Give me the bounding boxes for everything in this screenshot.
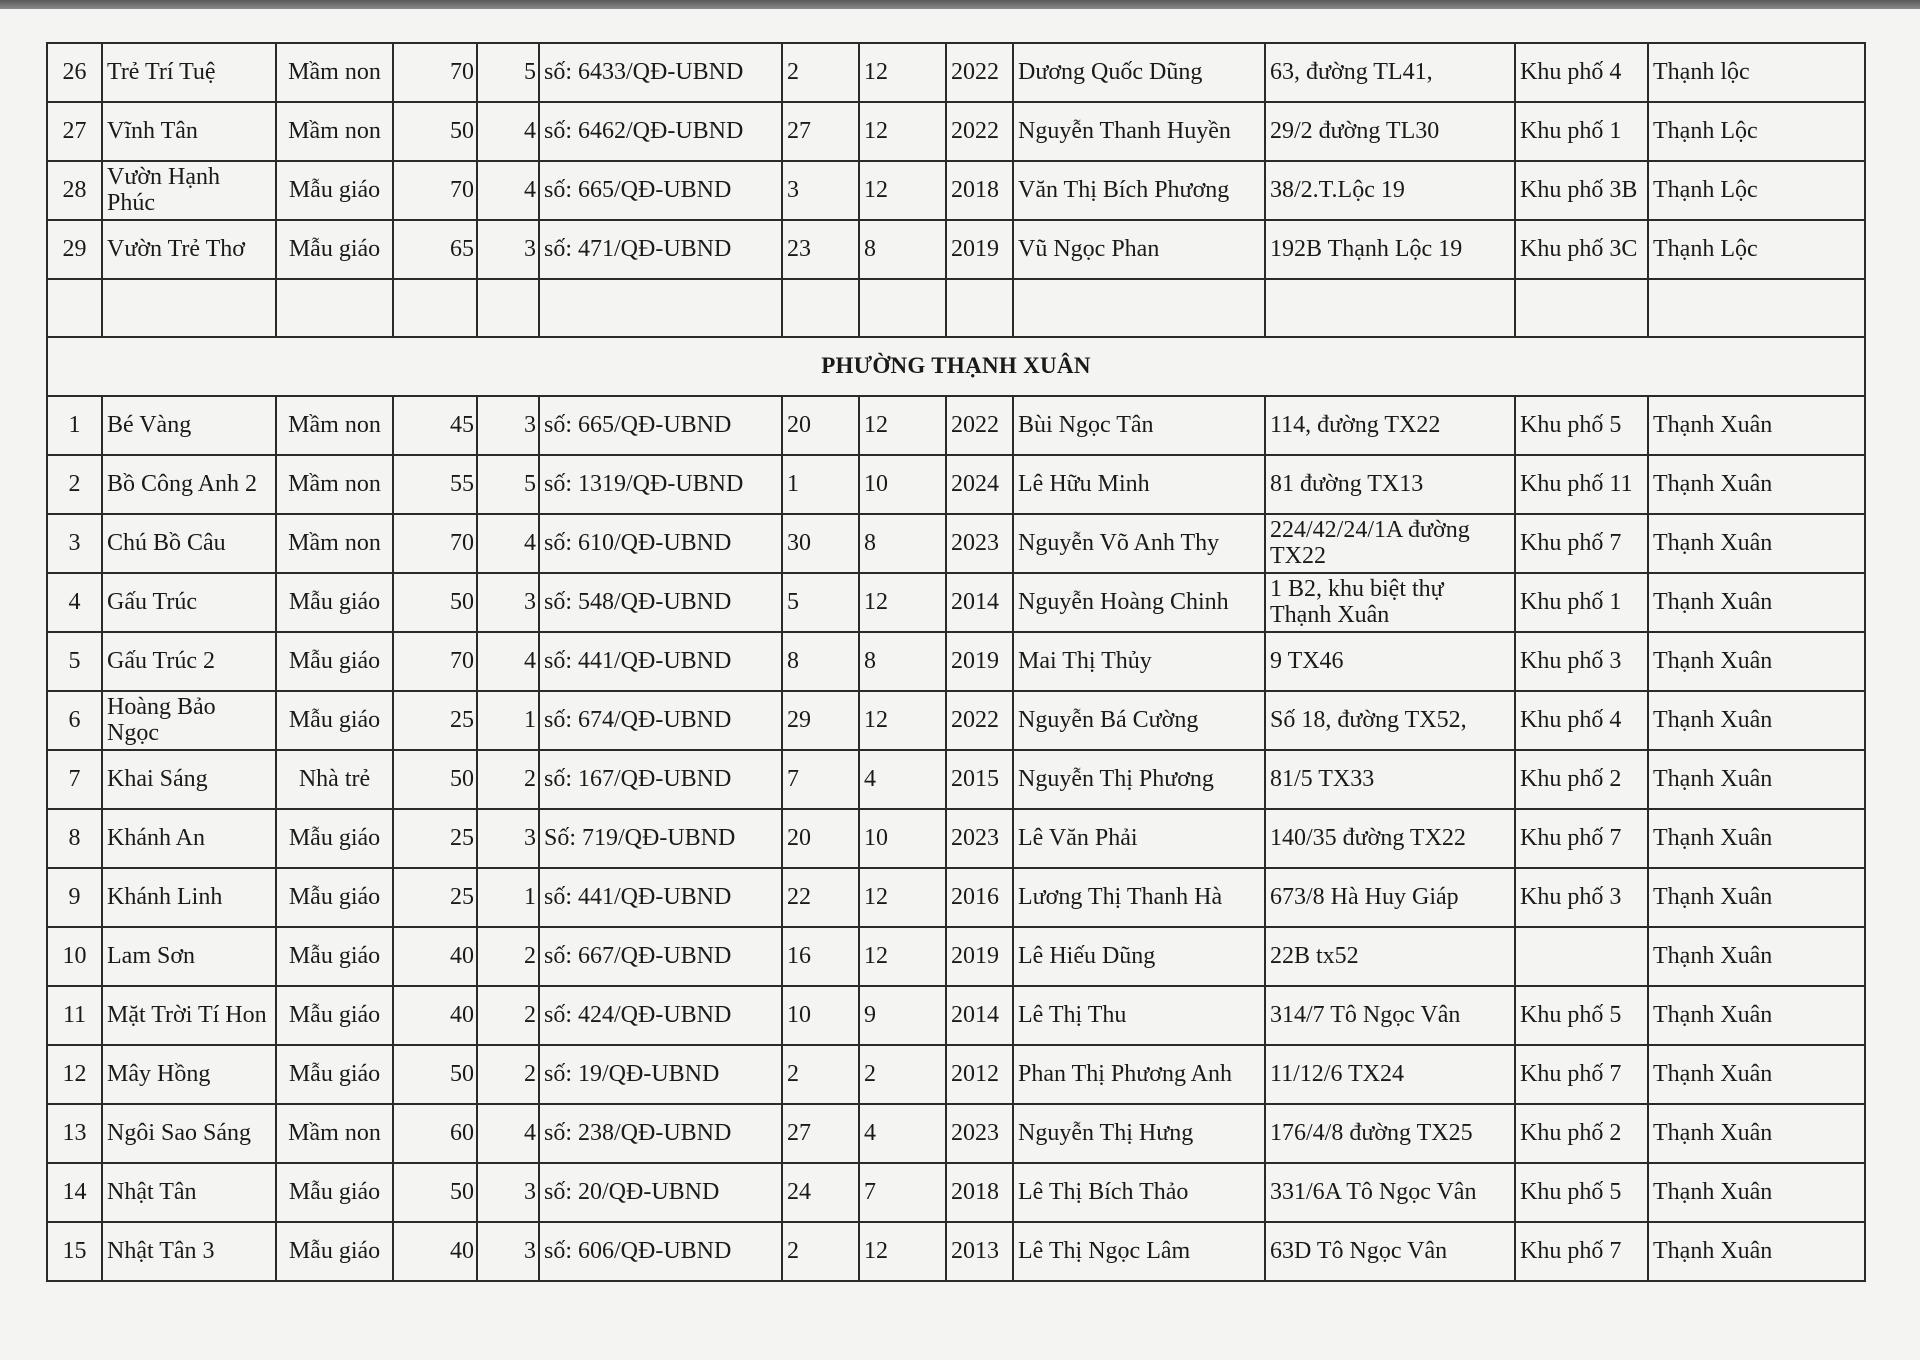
cell-capacity: 45 bbox=[393, 396, 477, 455]
cell-ward: Thạnh Xuân bbox=[1648, 455, 1865, 514]
table-row bbox=[47, 1045, 1865, 1104]
cell-quarter: Khu phố 4 bbox=[1515, 691, 1648, 750]
table-row bbox=[47, 43, 1865, 102]
cell-decision: số: 665/QĐ-UBND bbox=[539, 396, 782, 455]
cell-day: 22 bbox=[782, 868, 859, 927]
cell-stt: 5 bbox=[47, 632, 102, 691]
cell-school-name: Nhật Tân bbox=[102, 1163, 276, 1222]
cell-stt: 29 bbox=[47, 220, 102, 279]
cell-year: 2019 bbox=[946, 632, 1013, 691]
cell-owner: Mai Thị Thủy bbox=[1013, 632, 1265, 691]
cell-stt: 9 bbox=[47, 868, 102, 927]
cell-month: 12 bbox=[859, 161, 946, 220]
cell-groups: 4 bbox=[477, 161, 539, 220]
table-spacer bbox=[47, 279, 1865, 396]
cell-decision: số: 441/QĐ-UBND bbox=[539, 632, 782, 691]
cell-month: 8 bbox=[859, 514, 946, 573]
table-row bbox=[47, 455, 1865, 514]
cell-year: 2018 bbox=[946, 1163, 1013, 1222]
cell-year: 2016 bbox=[946, 868, 1013, 927]
cell-year: 2018 bbox=[946, 161, 1013, 220]
cell-school-name: Khánh Linh bbox=[102, 868, 276, 927]
cell-quarter: Khu phố 2 bbox=[1515, 1104, 1648, 1163]
cell-month: 10 bbox=[859, 809, 946, 868]
cell-school-type: Mẫu giáo bbox=[276, 1163, 393, 1222]
cell-year: 2015 bbox=[946, 750, 1013, 809]
cell-school-type: Mẫu giáo bbox=[276, 1222, 393, 1281]
cell-decision: số: 471/QĐ-UBND bbox=[539, 220, 782, 279]
cell-quarter: Khu phố 5 bbox=[1515, 1163, 1648, 1222]
section-header: PHƯỜNG THẠNH XUÂN bbox=[47, 337, 1865, 396]
cell-address: 224/42/24/1A đường TX22 bbox=[1265, 514, 1515, 573]
cell-address: 63, đường TL41, bbox=[1265, 43, 1515, 102]
cell-groups: 2 bbox=[477, 750, 539, 809]
cell-stt: 28 bbox=[47, 161, 102, 220]
cell-day: 8 bbox=[782, 632, 859, 691]
cell-stt: 11 bbox=[47, 986, 102, 1045]
cell-owner: Lương Thị Thanh Hà bbox=[1013, 868, 1265, 927]
cell-capacity: 25 bbox=[393, 868, 477, 927]
cell-month: 12 bbox=[859, 43, 946, 102]
cell-groups: 5 bbox=[477, 455, 539, 514]
cell-school-type: Mầm non bbox=[276, 396, 393, 455]
cell-stt: 10 bbox=[47, 927, 102, 986]
cell-school-name: Lam Sơn bbox=[102, 927, 276, 986]
table-row bbox=[47, 750, 1865, 809]
cell-quarter: Khu phố 5 bbox=[1515, 396, 1648, 455]
cell-day: 2 bbox=[782, 43, 859, 102]
table-row bbox=[47, 986, 1865, 1045]
cell-day: 29 bbox=[782, 691, 859, 750]
cell-address: 176/4/8 đường TX25 bbox=[1265, 1104, 1515, 1163]
cell-owner: Nguyễn Thị Hưng bbox=[1013, 1104, 1265, 1163]
cell-year: 2019 bbox=[946, 220, 1013, 279]
cell-quarter: Khu phố 3 bbox=[1515, 868, 1648, 927]
cell-school-type: Mầm non bbox=[276, 455, 393, 514]
cell-year: 2014 bbox=[946, 573, 1013, 632]
cell-owner: Lê Thị Ngọc Lâm bbox=[1013, 1222, 1265, 1281]
cell-month: 9 bbox=[859, 986, 946, 1045]
cell-decision: số: 674/QĐ-UBND bbox=[539, 691, 782, 750]
cell-capacity: 40 bbox=[393, 986, 477, 1045]
cell-school-type: Mẫu giáo bbox=[276, 1045, 393, 1104]
cell-capacity: 65 bbox=[393, 220, 477, 279]
cell-month: 8 bbox=[859, 220, 946, 279]
cell-capacity: 70 bbox=[393, 632, 477, 691]
cell-school-name: Bé Vàng bbox=[102, 396, 276, 455]
cell-owner: Lê Hiếu Dũng bbox=[1013, 927, 1265, 986]
table-row bbox=[47, 220, 1865, 279]
cell-groups: 4 bbox=[477, 1104, 539, 1163]
cell-school-name: Gấu Trúc 2 bbox=[102, 632, 276, 691]
cell-address: 673/8 Hà Huy Giáp bbox=[1265, 868, 1515, 927]
cell-month: 7 bbox=[859, 1163, 946, 1222]
cell-quarter: Khu phố 2 bbox=[1515, 750, 1648, 809]
cell-month: 12 bbox=[859, 1222, 946, 1281]
cell-capacity: 25 bbox=[393, 809, 477, 868]
cell-stt: 3 bbox=[47, 514, 102, 573]
cell-year: 2024 bbox=[946, 455, 1013, 514]
cell-month: 4 bbox=[859, 750, 946, 809]
cell-stt: 8 bbox=[47, 809, 102, 868]
table-body-top bbox=[47, 43, 1865, 279]
cell-address: 114, đường TX22 bbox=[1265, 396, 1515, 455]
cell-decision: số: 548/QĐ-UBND bbox=[539, 573, 782, 632]
cell-address: 29/2 đường TL30 bbox=[1265, 102, 1515, 161]
cell-school-type: Mẫu giáo bbox=[276, 927, 393, 986]
cell-address: 11/12/6 TX24 bbox=[1265, 1045, 1515, 1104]
cell-school-type: Mầm non bbox=[276, 1104, 393, 1163]
cell-quarter: Khu phố 1 bbox=[1515, 102, 1648, 161]
table-row bbox=[47, 927, 1865, 986]
cell-school-name: Gấu Trúc bbox=[102, 573, 276, 632]
cell-month: 12 bbox=[859, 868, 946, 927]
cell-school-name: Nhật Tân 3 bbox=[102, 1222, 276, 1281]
cell-stt: 13 bbox=[47, 1104, 102, 1163]
cell-quarter: Khu phố 7 bbox=[1515, 1222, 1648, 1281]
cell-quarter: Khu phố 5 bbox=[1515, 986, 1648, 1045]
cell-school-type: Mẫu giáo bbox=[276, 986, 393, 1045]
cell-school-name: Khai Sáng bbox=[102, 750, 276, 809]
cell-school-name: Vườn Hạnh Phúc bbox=[102, 161, 276, 220]
cell-year: 2022 bbox=[946, 691, 1013, 750]
cell-owner: Vũ Ngọc Phan bbox=[1013, 220, 1265, 279]
section-header-row bbox=[47, 337, 1865, 396]
cell-groups: 3 bbox=[477, 1163, 539, 1222]
cell-owner: Nguyễn Thanh Huyền bbox=[1013, 102, 1265, 161]
cell-day: 20 bbox=[782, 396, 859, 455]
cell-quarter: Khu phố 7 bbox=[1515, 1045, 1648, 1104]
cell-address: 314/7 Tô Ngọc Vân bbox=[1265, 986, 1515, 1045]
cell-quarter: Khu phố 4 bbox=[1515, 43, 1648, 102]
cell-stt: 6 bbox=[47, 691, 102, 750]
cell-groups: 1 bbox=[477, 868, 539, 927]
cell-groups: 2 bbox=[477, 1045, 539, 1104]
cell-capacity: 40 bbox=[393, 927, 477, 986]
cell-decision: số: 19/QĐ-UBND bbox=[539, 1045, 782, 1104]
cell-address: 38/2.T.Lộc 19 bbox=[1265, 161, 1515, 220]
cell-groups: 3 bbox=[477, 573, 539, 632]
cell-capacity: 55 bbox=[393, 455, 477, 514]
cell-ward: Thạnh Xuân bbox=[1648, 632, 1865, 691]
cell-ward: Thạnh Xuân bbox=[1648, 750, 1865, 809]
cell-month: 12 bbox=[859, 396, 946, 455]
cell-stt: 4 bbox=[47, 573, 102, 632]
cell-decision: số: 6433/QĐ-UBND bbox=[539, 43, 782, 102]
cell-decision: số: 167/QĐ-UBND bbox=[539, 750, 782, 809]
cell-capacity: 25 bbox=[393, 691, 477, 750]
cell-address: Số 18, đường TX52, bbox=[1265, 691, 1515, 750]
cell-groups: 2 bbox=[477, 986, 539, 1045]
cell-stt: 1 bbox=[47, 396, 102, 455]
cell-school-name: Chú Bồ Câu bbox=[102, 514, 276, 573]
cell-groups: 3 bbox=[477, 809, 539, 868]
cell-school-type: Mầm non bbox=[276, 514, 393, 573]
cell-ward: Thạnh Xuân bbox=[1648, 809, 1865, 868]
cell-decision: số: 441/QĐ-UBND bbox=[539, 868, 782, 927]
cell-ward: Thạnh Xuân bbox=[1648, 1104, 1865, 1163]
table-body-bottom bbox=[47, 396, 1865, 1281]
cell-ward: Thạnh Xuân bbox=[1648, 1222, 1865, 1281]
table-row bbox=[47, 868, 1865, 927]
cell-school-type: Mẫu giáo bbox=[276, 809, 393, 868]
cell-owner: Lê Văn Phải bbox=[1013, 809, 1265, 868]
cell-decision: số: 667/QĐ-UBND bbox=[539, 927, 782, 986]
cell-day: 27 bbox=[782, 102, 859, 161]
table-row bbox=[47, 573, 1865, 632]
cell-ward: Thạnh Xuân bbox=[1648, 691, 1865, 750]
cell-year: 2023 bbox=[946, 809, 1013, 868]
cell-school-type: Mầm non bbox=[276, 102, 393, 161]
cell-groups: 3 bbox=[477, 396, 539, 455]
cell-month: 12 bbox=[859, 927, 946, 986]
cell-groups: 2 bbox=[477, 927, 539, 986]
cell-decision: số: 606/QĐ-UBND bbox=[539, 1222, 782, 1281]
school-table bbox=[46, 42, 1866, 1282]
table-row bbox=[47, 1163, 1865, 1222]
cell-owner: Dương Quốc Dũng bbox=[1013, 43, 1265, 102]
blank-row bbox=[47, 279, 1865, 337]
cell-day: 2 bbox=[782, 1222, 859, 1281]
cell-owner: Phan Thị Phương Anh bbox=[1013, 1045, 1265, 1104]
cell-school-type: Mẫu giáo bbox=[276, 691, 393, 750]
cell-year: 2022 bbox=[946, 396, 1013, 455]
cell-month: 10 bbox=[859, 455, 946, 514]
cell-day: 3 bbox=[782, 161, 859, 220]
cell-owner: Nguyễn Võ Anh Thy bbox=[1013, 514, 1265, 573]
cell-ward: Thạnh Xuân bbox=[1648, 1045, 1865, 1104]
cell-groups: 5 bbox=[477, 43, 539, 102]
scan-top-edge bbox=[0, 0, 1920, 9]
cell-school-name: Trẻ Trí Tuệ bbox=[102, 43, 276, 102]
cell-quarter: Khu phố 3B bbox=[1515, 161, 1648, 220]
cell-ward: Thạnh Lộc bbox=[1648, 220, 1865, 279]
cell-month: 8 bbox=[859, 632, 946, 691]
cell-stt: 2 bbox=[47, 455, 102, 514]
cell-school-name: Vĩnh Tân bbox=[102, 102, 276, 161]
cell-year: 2022 bbox=[946, 102, 1013, 161]
cell-stt: 15 bbox=[47, 1222, 102, 1281]
cell-month: 4 bbox=[859, 1104, 946, 1163]
cell-address: 81/5 TX33 bbox=[1265, 750, 1515, 809]
cell-decision: số: 238/QĐ-UBND bbox=[539, 1104, 782, 1163]
cell-capacity: 50 bbox=[393, 1045, 477, 1104]
cell-decision: Số: 719/QĐ-UBND bbox=[539, 809, 782, 868]
cell-groups: 4 bbox=[477, 514, 539, 573]
cell-capacity: 40 bbox=[393, 1222, 477, 1281]
cell-groups: 3 bbox=[477, 1222, 539, 1281]
table-row bbox=[47, 102, 1865, 161]
cell-day: 24 bbox=[782, 1163, 859, 1222]
cell-ward: Thạnh Xuân bbox=[1648, 396, 1865, 455]
table-row bbox=[47, 396, 1865, 455]
cell-year: 2023 bbox=[946, 514, 1013, 573]
cell-decision: số: 20/QĐ-UBND bbox=[539, 1163, 782, 1222]
cell-school-type: Nhà trẻ bbox=[276, 750, 393, 809]
cell-year: 2012 bbox=[946, 1045, 1013, 1104]
cell-day: 16 bbox=[782, 927, 859, 986]
cell-address: 9 TX46 bbox=[1265, 632, 1515, 691]
cell-address: 81 đường TX13 bbox=[1265, 455, 1515, 514]
cell-stt: 12 bbox=[47, 1045, 102, 1104]
cell-ward: Thạnh Xuân bbox=[1648, 868, 1865, 927]
cell-ward: Thạnh Lộc bbox=[1648, 161, 1865, 220]
cell-capacity: 70 bbox=[393, 514, 477, 573]
cell-capacity: 50 bbox=[393, 102, 477, 161]
cell-month: 12 bbox=[859, 102, 946, 161]
table-row bbox=[47, 1104, 1865, 1163]
cell-school-name: Khánh An bbox=[102, 809, 276, 868]
cell-ward: Thạnh Lộc bbox=[1648, 102, 1865, 161]
cell-school-name: Hoàng Bảo Ngọc bbox=[102, 691, 276, 750]
cell-decision: số: 424/QĐ-UBND bbox=[539, 986, 782, 1045]
cell-decision: số: 6462/QĐ-UBND bbox=[539, 102, 782, 161]
cell-owner: Lê Thị Thu bbox=[1013, 986, 1265, 1045]
cell-year: 2014 bbox=[946, 986, 1013, 1045]
cell-day: 30 bbox=[782, 514, 859, 573]
cell-quarter: Khu phố 7 bbox=[1515, 809, 1648, 868]
cell-capacity: 50 bbox=[393, 750, 477, 809]
cell-school-type: Mẫu giáo bbox=[276, 573, 393, 632]
cell-groups: 4 bbox=[477, 102, 539, 161]
cell-day: 5 bbox=[782, 573, 859, 632]
cell-year: 2013 bbox=[946, 1222, 1013, 1281]
cell-year: 2023 bbox=[946, 1104, 1013, 1163]
cell-day: 20 bbox=[782, 809, 859, 868]
cell-ward: Thạnh Xuân bbox=[1648, 986, 1865, 1045]
cell-capacity: 70 bbox=[393, 43, 477, 102]
cell-stt: 14 bbox=[47, 1163, 102, 1222]
cell-school-type: Mẫu giáo bbox=[276, 868, 393, 927]
cell-owner: Bùi Ngọc Tân bbox=[1013, 396, 1265, 455]
cell-day: 10 bbox=[782, 986, 859, 1045]
cell-capacity: 70 bbox=[393, 161, 477, 220]
cell-owner: Lê Hữu Minh bbox=[1013, 455, 1265, 514]
cell-decision: số: 1319/QĐ-UBND bbox=[539, 455, 782, 514]
cell-school-name: Vườn Trẻ Thơ bbox=[102, 220, 276, 279]
cell-groups: 1 bbox=[477, 691, 539, 750]
cell-quarter: Khu phố 3C bbox=[1515, 220, 1648, 279]
document-page bbox=[46, 42, 1864, 1282]
cell-school-type: Mầm non bbox=[276, 43, 393, 102]
table-row bbox=[47, 514, 1865, 573]
cell-month: 12 bbox=[859, 573, 946, 632]
cell-school-name: Ngôi Sao Sáng bbox=[102, 1104, 276, 1163]
cell-month: 2 bbox=[859, 1045, 946, 1104]
cell-address: 192B Thạnh Lộc 19 bbox=[1265, 220, 1515, 279]
table-row bbox=[47, 809, 1865, 868]
cell-quarter: Khu phố 1 bbox=[1515, 573, 1648, 632]
cell-capacity: 60 bbox=[393, 1104, 477, 1163]
cell-owner: Lê Thị Bích Thảo bbox=[1013, 1163, 1265, 1222]
cell-decision: số: 665/QĐ-UBND bbox=[539, 161, 782, 220]
cell-day: 2 bbox=[782, 1045, 859, 1104]
cell-school-type: Mẫu giáo bbox=[276, 220, 393, 279]
cell-year: 2022 bbox=[946, 43, 1013, 102]
cell-day: 23 bbox=[782, 220, 859, 279]
cell-quarter: Khu phố 7 bbox=[1515, 514, 1648, 573]
table-row bbox=[47, 161, 1865, 220]
cell-ward: Thạnh Xuân bbox=[1648, 573, 1865, 632]
cell-address: 331/6A Tô Ngọc Vân bbox=[1265, 1163, 1515, 1222]
table-row bbox=[47, 1222, 1865, 1281]
cell-ward: Thạnh Xuân bbox=[1648, 1163, 1865, 1222]
cell-school-type: Mẫu giáo bbox=[276, 161, 393, 220]
cell-school-name: Mặt Trời Tí Hon bbox=[102, 986, 276, 1045]
cell-groups: 3 bbox=[477, 220, 539, 279]
cell-day: 7 bbox=[782, 750, 859, 809]
cell-stt: 7 bbox=[47, 750, 102, 809]
cell-owner: Nguyễn Hoàng Chinh bbox=[1013, 573, 1265, 632]
table-row bbox=[47, 632, 1865, 691]
cell-year: 2019 bbox=[946, 927, 1013, 986]
cell-owner: Nguyễn Thị Phương bbox=[1013, 750, 1265, 809]
cell-school-name: Mây Hồng bbox=[102, 1045, 276, 1104]
cell-ward: Thạnh Xuân bbox=[1648, 514, 1865, 573]
cell-stt: 27 bbox=[47, 102, 102, 161]
cell-school-type: Mẫu giáo bbox=[276, 632, 393, 691]
cell-ward: Thạnh Xuân bbox=[1648, 927, 1865, 986]
cell-decision: số: 610/QĐ-UBND bbox=[539, 514, 782, 573]
cell-address: 1 B2, khu biệt thự Thạnh Xuân bbox=[1265, 573, 1515, 632]
cell-owner: Văn Thị Bích Phương bbox=[1013, 161, 1265, 220]
cell-quarter: Khu phố 11 bbox=[1515, 455, 1648, 514]
cell-ward: Thạnh lộc bbox=[1648, 43, 1865, 102]
cell-quarter: Khu phố 3 bbox=[1515, 632, 1648, 691]
table-row bbox=[47, 691, 1865, 750]
cell-day: 27 bbox=[782, 1104, 859, 1163]
cell-address: 140/35 đường TX22 bbox=[1265, 809, 1515, 868]
cell-stt: 26 bbox=[47, 43, 102, 102]
cell-day: 1 bbox=[782, 455, 859, 514]
cell-quarter bbox=[1515, 927, 1648, 986]
cell-month: 12 bbox=[859, 691, 946, 750]
cell-groups: 4 bbox=[477, 632, 539, 691]
cell-address: 22B tx52 bbox=[1265, 927, 1515, 986]
cell-school-name: Bồ Công Anh 2 bbox=[102, 455, 276, 514]
cell-capacity: 50 bbox=[393, 573, 477, 632]
cell-owner: Nguyễn Bá Cường bbox=[1013, 691, 1265, 750]
cell-address: 63D Tô Ngọc Vân bbox=[1265, 1222, 1515, 1281]
cell-capacity: 50 bbox=[393, 1163, 477, 1222]
